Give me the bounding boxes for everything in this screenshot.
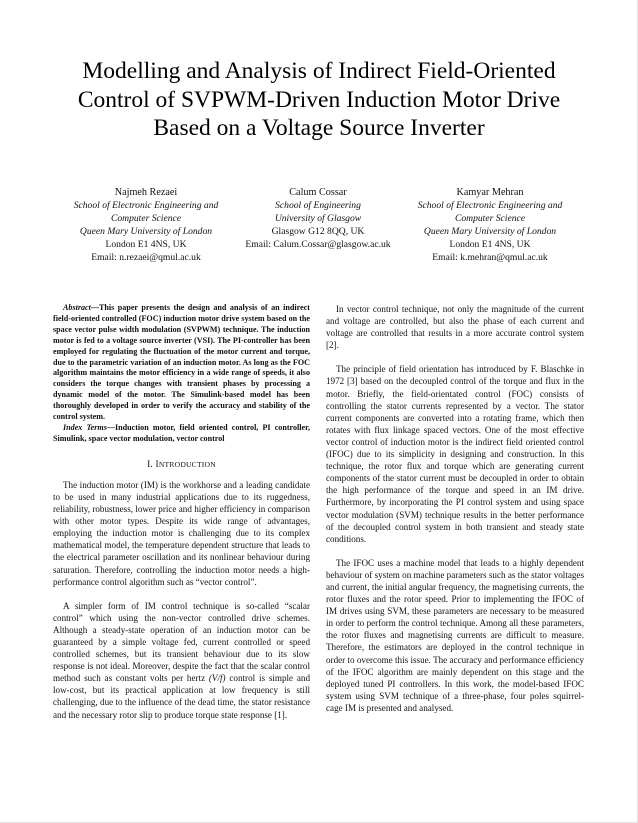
- abstract-text: —This paper presents the design and analysis of an indirect field-oriented controlled (FOC) induction motor drive system based on the space vector pulse width modulation (SVPWM) technique. The induction motor is fed to a voltage source inverter (VSI). The PI-controller has been employed for regulating the fluctuation of the motor current and torque, due to the parametric variation of an induction motor. As long as the FOC algorithm maintains the motor efficiency in a wide range of speeds, it also considers the torque changes with transient phases by processing a dynamic model of the motor. The Simulink-based model has been thoroughly developed in order to verify the accuracy and stability of the control system.: [53, 303, 310, 422]
- paper-title: [40, 57, 598, 143]
- author-affiliation: Computer Science: [454, 213, 526, 224]
- intro-paragraph-2-cont: control is simple and low-cost, but its practical application at low frequency is still challenging, due to the influence of the dead time, the stator resistance and the necessary rotor slip to produce torque state response [1].: [53, 673, 310, 720]
- author-name: Kamyar Mehran: [456, 187, 524, 198]
- author-affiliation: Queen Mary University of London: [423, 226, 557, 237]
- right-paragraph-1: In vector control technique, not only the magnitude of the current and voltage are controlled, but also the phase of each current and voltage are controlled that results in a more accurate control system [2].: [326, 304, 584, 351]
- author-email: Email: k.mehran@qmul.ac.uk: [432, 252, 548, 263]
- vf-symbol: (V/f): [208, 673, 226, 684]
- author-address: London E1 4NS, UK: [449, 239, 531, 250]
- intro-paragraph-2-text: A simpler form of IM control technique is so-called “scalar control” which using the non-vector controlled drive schemes. Although a steady-state operation of an induction motor can be guaranteed by a simple voltage fed, current controlled or speed controlled schemes, but its transient behaviour due to its slow response is not ideal. Moreover, despite the fact that the scalar control method such as constant volts per hertz: [53, 600, 310, 684]
- author-email: Email: Calum.Cossar@glasgow.ac.uk: [245, 239, 391, 250]
- intro-paragraph-2: [53, 600, 310, 721]
- author-block-3: [390, 186, 590, 264]
- author-block-2: [218, 186, 418, 251]
- author-affiliation: School of Electronic Engineering and: [417, 200, 563, 211]
- title-line-2: Control of SVPWM-Driven Induction Motor Drive: [77, 86, 561, 113]
- right-column: [326, 303, 584, 714]
- abstract: [53, 303, 310, 423]
- section-number: I.: [147, 459, 153, 470]
- author-affiliation: Computer Science: [110, 213, 182, 224]
- intro-paragraph-1: The induction motor (IM) is the workhorse and a leading candidate to be used in many industrial applications due to its ruggedness, reliability, robustness, lower price and higher efficiency in comparison with other motor types. Despite its wide range of advantages, employing the induction motor is challenging due to its complex mathematical model, the temperature dependent structure that leads to the electrical parameter oscillation and its nonlinear behaviour during saturation. Therefore, controlling the induction motor needs a high-performance control algorithm such as “vector control”.: [53, 479, 310, 587]
- author-affiliation: School of Electronic Engineering and: [73, 200, 219, 211]
- author-block-1: [46, 186, 246, 264]
- author-affiliation: School of Engineering: [275, 200, 361, 211]
- title-line-3: Based on a Voltage Source Inverter: [153, 115, 485, 141]
- author-name: Najmeh Rezaei: [114, 187, 178, 198]
- author-affiliation: University of Glasgow: [274, 213, 362, 224]
- section-title-initial: I: [155, 459, 159, 470]
- right-paragraph-3: The IFOC uses a machine model that leads to a highly dependent behaviour of system on machine parameters such as the stator voltages and current, the initial angular frequency, the magnetising currents, the rotor fluxes and the rotor speed. Prior to implementing the IFOC of IM drives using SVM, these parameters are necessary to be measured in order to perform the control technique. Among all these parameters, the rotor fluxes and magnetising currents are difficult to measure. Therefore, the estimators are deployed in the control technique in order to overcome this issue. The accuracy and performance efficiency of the IFOC algorithm are mainly dependent on this stage and the deployed tuned PI controllers. In this work, the model-based IFOC system using SVM technique of a three-phase, four poles squirrel-cage IM is presented and analysed.: [326, 557, 584, 713]
- abstract-label: Abstract: [63, 303, 91, 312]
- author-name: Calum Cossar: [289, 187, 347, 198]
- author-affiliation: Queen Mary University of London: [79, 226, 213, 237]
- author-email: Email: n.rezaei@qmul.ac.uk: [91, 252, 201, 263]
- author-address: London E1 4NS, UK: [105, 239, 187, 250]
- index-terms-label: Index Terms: [63, 422, 107, 432]
- title-line-1: Modelling and Analysis of Indirect Field-Oriented: [82, 58, 556, 84]
- author-address: Glasgow G12 8QQ, UK: [271, 226, 365, 237]
- index-terms: [53, 423, 310, 445]
- index-terms-text: —Induction motor, field oriented control, PI controller, Simulink, space vector modulation, vector control: [53, 422, 311, 443]
- section-title-rest: NTRODUCTION: [158, 459, 216, 469]
- section-heading-introduction: [53, 459, 310, 471]
- right-paragraph-2: The principle of field orientation has introduced by F. Blaschke in 1972 [3] based on the decoupled control of the torque and flux in the motor. Briefly, the field-orientated control (FOC) consists of controlling the stator currents represented by a vector. The stator current components are converted into a rotating frame, which then rotates with flux linkage spaced vectors. One of the most effective vector control of induction motor is the indirect field oriented control (IFOC) due to its simplicity in designing and construction. In this technique, the rotor flux and torque which are generating current components of the stator current must be decoupled in order to obtain the high performance of the torque and speed in an IM drive. Furthermore, by incorporating the PI control system and using space vector modulation (SVM) technique results in the better performance of the decoupled control system in both transient and steady state conditions.: [326, 364, 584, 544]
- left-column: [53, 303, 310, 721]
